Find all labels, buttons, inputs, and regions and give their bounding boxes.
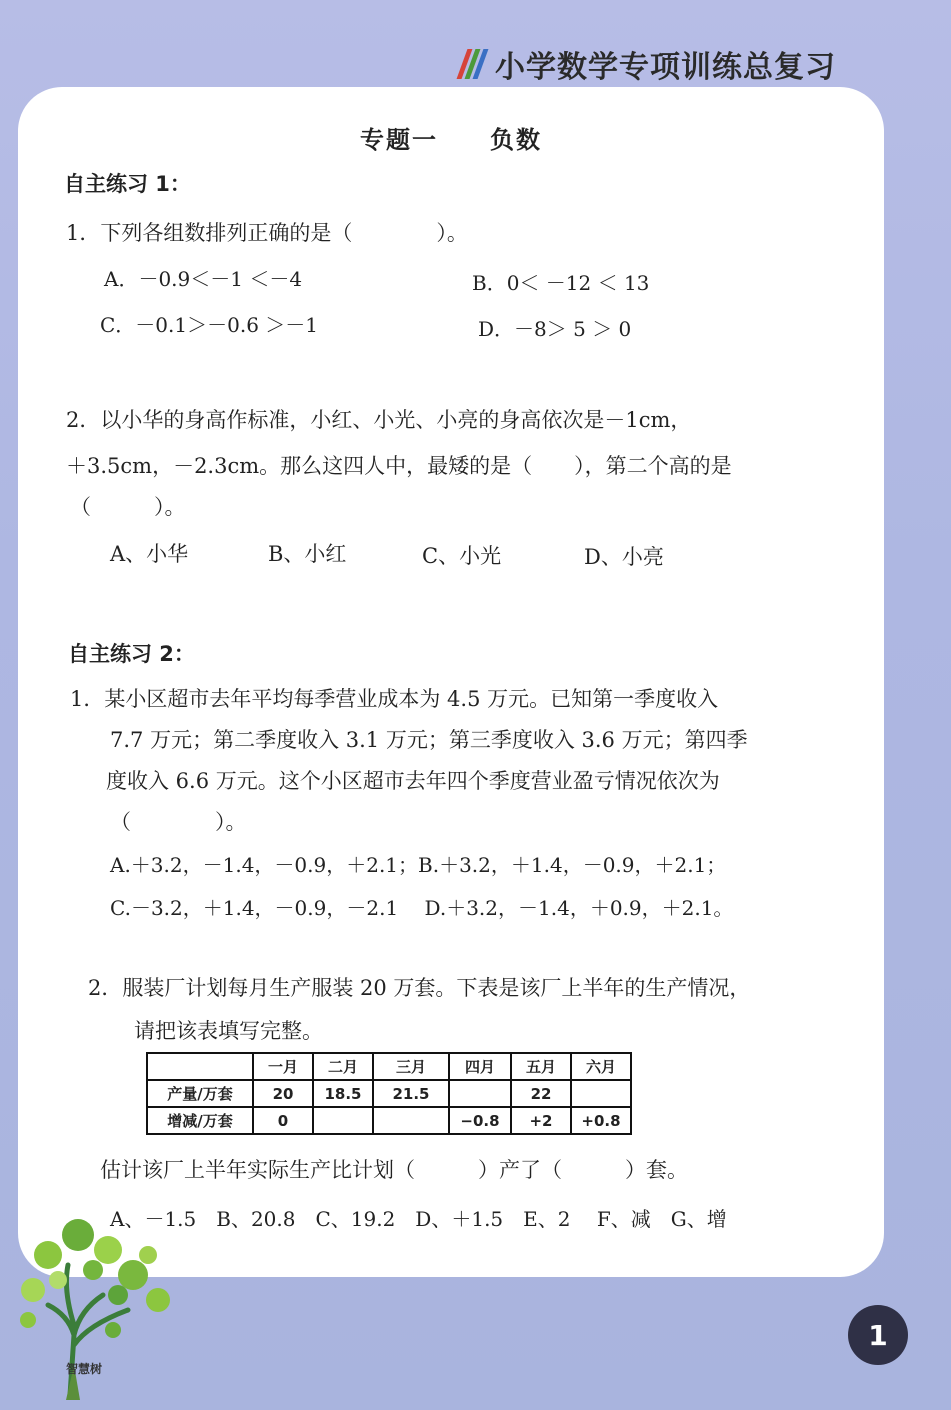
- table-cell: 22: [511, 1080, 571, 1107]
- table-header-cell: 一月: [253, 1053, 313, 1080]
- table-header-cell: [147, 1053, 253, 1080]
- p1-q1-option-a: A．－0.9＜－1 ＜－4: [104, 267, 303, 291]
- series-title: 小学数学专项训练总复习: [495, 50, 836, 85]
- p2-q1-line2: 7.7 万元；第二季度收入 3.1 万元；第三季度收入 3.6 万元；第四季: [110, 728, 748, 752]
- table-cell: −0.8: [449, 1107, 511, 1134]
- p2-q2-options: A、－1.5 B、20.8 C、19.2 D、＋1.5 E、2 F、减 G、增: [110, 1207, 727, 1231]
- page-number-badge: 1: [848, 1305, 908, 1365]
- table-cell[interactable]: [571, 1080, 631, 1107]
- p1-q2-option-d: D、小亮: [584, 545, 664, 569]
- table-row: [147, 1080, 631, 1107]
- table-cell: +2: [511, 1107, 571, 1134]
- wisdom-tree-icon: [8, 1195, 198, 1405]
- table-cell[interactable]: [373, 1107, 449, 1134]
- p1-q2-line1: 2．以小华的身高作标准，小红、小光、小亮的身高依次是－1cm，: [66, 408, 692, 432]
- table-header-cell: 三月: [373, 1053, 449, 1080]
- page-header: [462, 44, 836, 84]
- table-header-cell: 六月: [571, 1053, 631, 1080]
- p2-q2-line2: 请把该表填写完整。: [134, 1019, 323, 1043]
- table-header-cell: 二月: [313, 1053, 373, 1080]
- p2-q1-line4: （ ）。: [110, 810, 247, 834]
- table-cell: 21.5: [373, 1080, 449, 1107]
- practice2-heading: 自主练习 2：: [68, 642, 195, 666]
- table-cell: 18.5: [313, 1080, 373, 1107]
- p1-q2-option-a: A、小华: [110, 542, 189, 566]
- page-title: 专题一 负数: [360, 126, 542, 154]
- brand-caption: 智慧树: [66, 1362, 103, 1376]
- p2-q2-line1: 2．服装厂计划每月生产服装 20 万套。下表是该厂上半年的生产情况，: [88, 976, 751, 1000]
- p1-q2-line2: ＋3.5cm，－2.3cm。那么这四人中，最矮的是（ ），第二个高的是: [66, 454, 732, 478]
- table-cell: 20: [253, 1080, 313, 1107]
- p1-q1-option-d: D．－8＞ 5 ＞ 0: [478, 317, 632, 341]
- p2-q2-estimate: 估计该厂上半年实际生产比计划（ ）产了（ ）套。: [100, 1158, 688, 1182]
- table-cell[interactable]: [449, 1080, 511, 1107]
- table-cell[interactable]: [313, 1107, 373, 1134]
- table-header-cell: 四月: [449, 1053, 511, 1080]
- table-header-cell: 五月: [511, 1053, 571, 1080]
- p1-q2-line3: （ ）。: [70, 495, 186, 519]
- table-cell: 产量/万套: [147, 1080, 253, 1107]
- production-table: [146, 1052, 632, 1135]
- p2-q1-options-ab: A.＋3.2，－1.4，－0.9，＋2.1；B.＋3.2，＋1.4，－0.9，＋2.1；: [110, 853, 727, 877]
- p1-q2-option-c: C、小光: [422, 544, 502, 568]
- p1-q2-option-b: B、小红: [268, 542, 347, 566]
- table-row: [147, 1107, 631, 1134]
- p2-q1-line1: 1．某小区超市去年平均每季营业成本为 4.5 万元。已知第一季度收入: [70, 687, 719, 711]
- table-cell: 增减/万套: [147, 1107, 253, 1134]
- p1-q1-stem: 1．下列各组数排列正确的是（ ）。: [66, 221, 468, 245]
- slash-logo-icon: [462, 49, 483, 79]
- table-header-row: [147, 1053, 631, 1080]
- p1-q1-option-b: B．0＜ －12 ＜ 13: [472, 271, 650, 295]
- p2-q1-line3: 度收入 6.6 万元。这个小区超市去年四个季度营业盈亏情况依次为: [106, 769, 720, 793]
- table-cell: 0: [253, 1107, 313, 1134]
- table-cell: +0.8: [571, 1107, 631, 1134]
- p2-q1-options-cd: C.－3.2，＋1.4，－0.9，－2.1 D.＋3.2，－1.4，＋0.9，＋2.1。: [110, 896, 734, 920]
- practice1-heading: 自主练习 1：: [64, 172, 191, 196]
- p1-q1-option-c: C．－0.1＞－0.6 ＞－1: [100, 313, 318, 337]
